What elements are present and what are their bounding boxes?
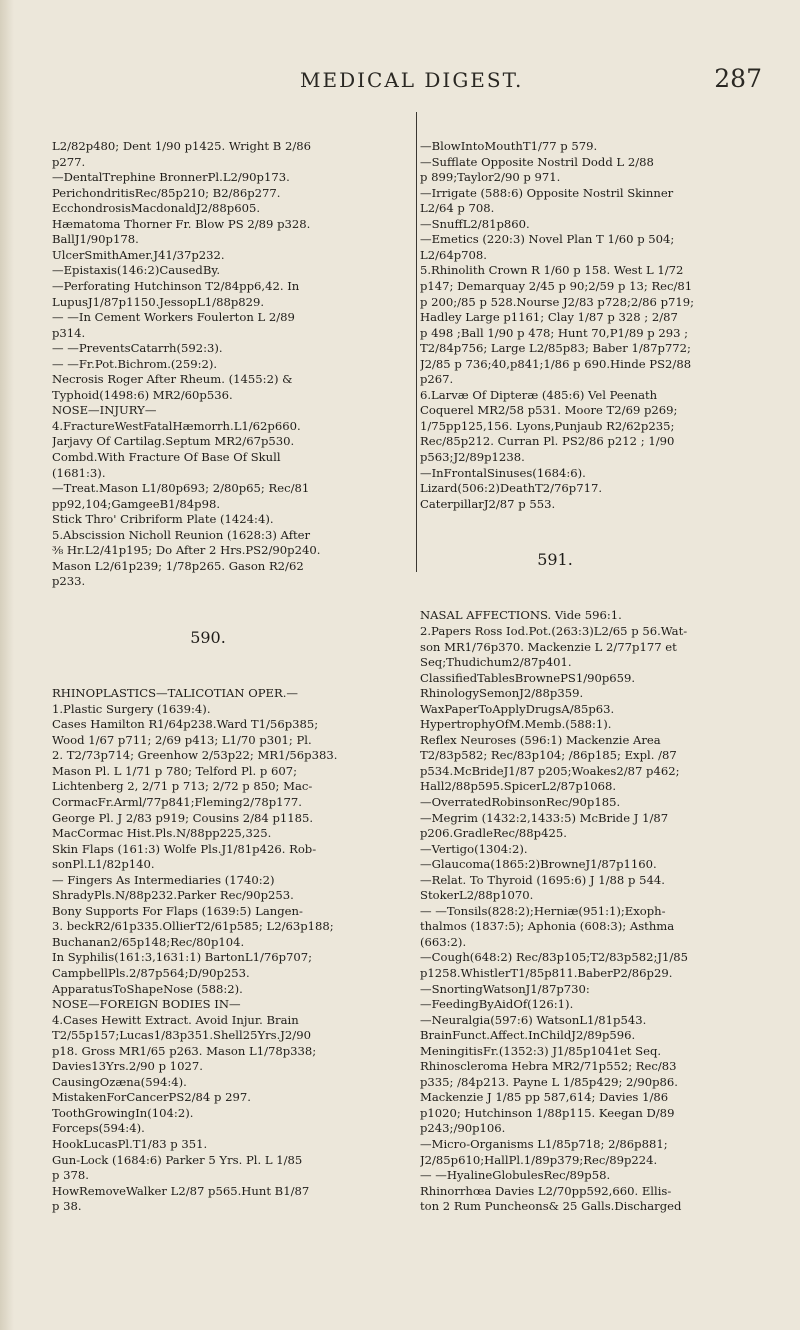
index-entry-line: NASAL AFFECTIONS. Vide 596:1. [420,608,622,623]
index-entry-line: Stick Thro' Cribriform Plate (1424:4). [52,512,274,527]
index-entry-line: Combd.With Fracture Of Base Of Skull [52,450,281,465]
index-entry-line: p 38. [52,1199,82,1214]
index-entry-line: CausingOzæna(594:4). [52,1074,187,1089]
index-entry-line: J2/85p610;HallPl.1/89p379;Rec/89p224. [420,1152,658,1167]
index-entry-line: Wood 1/67 p711; 2/69 p413; L1/70 p301; Pl. [52,732,312,747]
index-entry-line: Cases Hamilton R1/64p238.Ward T1/56p385; [52,717,319,732]
index-entry-line: —Sufflate Opposite Nostril Dodd L 2/88 [420,154,654,169]
index-entry-line: —Neuralgia(597:6) WatsonL1/81p543. [420,1012,647,1027]
index-entry-line: 3. beckR2/61p335.OllierT2/61p585; L2/63p188; [52,919,334,934]
index-entry-line: Mason Pl. L 1/71 p 780; Telford Pl. p 607; [52,763,298,778]
index-entry-line: MeningitisFr.(1352:3) J1/85p1041et Seq. [420,1043,662,1058]
index-entry-line: — —PreventsCatarrh(592:3). [52,341,223,356]
index-entry-line: ⅜ Hr.L2/41p195; Do After 2 Hrs.PS2/90p240. [52,543,321,558]
index-entry-line: Forceps(594:4). [52,1121,145,1136]
index-entry-line: Mason L2/61p239; 1/78p265. Gason R2/62 [52,558,304,573]
index-entry-line: p1258.WhistlerT1/85p811.BaberP2/86p29. [420,965,673,980]
index-entry-line: 4.FractureWestFatalHæmorrh.L1/62p660. [52,418,301,433]
index-entry-line: Jarjavy Of Cartilag.Septum MR2/67p530. [52,434,295,449]
index-entry-line: Rec/85p212. Curran Pl. PS2/86 p212 ; 1/90 [420,434,675,449]
left-entries-b [52,686,420,1215]
index-entry-line: HypertrophyOfM.Memb.(588:1). [420,717,612,732]
index-entry-line: Typhoid(1498:6) MR2/60p536. [52,387,233,402]
index-entry-line: thalmos (1837:5); Aphonia (608:3); Asthma [420,919,675,934]
index-entry-line: p267. [420,372,454,387]
index-entry-line: T2/84p756; Large L2/85p83; Baber 1/87p772; [420,341,691,356]
index-entry-line: StokerL2/88p1070. [420,888,534,903]
index-entry-line: PerichondritisRec/85p210; B2/86p277. [52,185,281,200]
left-entries-a [52,139,420,590]
index-entry-line: —BlowIntoMouthT1/77 p 579. [420,139,598,154]
index-entry-line: Hall2/88p595.SpicerL2/87p1068. [420,779,617,794]
index-entry-line: Hæmatoma Thorner Fr. Blow PS 2/89 p328. [52,216,311,231]
index-entry-line: —FeedingByAidOf(126:1). [420,997,574,1012]
index-entry-line: ToothGrowingIn(104:2). [52,1105,194,1120]
index-entry-line: Necrosis Roger After Rheum. (1455:2) & [52,372,293,387]
index-entry-line: 5.Rhinolith Crown R 1/60 p 158. West L 1/72 [420,263,684,278]
index-entry-line: NOSE—FOREIGN BODIES IN— [52,997,241,1012]
index-entry-line: —Vertigo(1304:2). [420,841,528,856]
right-entries-b [420,608,782,1214]
index-entry-line: p 899;Taylor2/90 p 971. [420,170,561,185]
index-entry-line: p 498 ;Ball 1/90 p 478; Hunt 70,P1/89 p 293 ; [420,325,689,340]
index-entry-line: Bony Supports For Flaps (1639:5) Langen- [52,903,303,918]
index-entry-line: —Treat.Mason L1/80p693; 2/80p65; Rec/81 [52,481,310,496]
index-entry-line: ClassifiedTablesBrownePS1/90p659. [420,670,636,685]
index-entry-line: p563;J2/89p1238. [420,450,525,465]
index-entry-line: Rhinorrhœa Davies L2/70pp592,660. Ellis- [420,1183,672,1198]
index-entry-line: ApparatusToShapeNose (588:2). [52,981,243,996]
page-binding-shadow [0,0,14,1330]
index-entry-line: sonPl.L1/82p140. [52,857,155,872]
index-entry-line: —Perforating Hutchinson T2/84pp6,42. In [52,279,300,294]
index-entry-line: —InFrontalSinuses(1684:6). [420,465,586,480]
index-entry-line: p534.McBrideJ1/87 p205;Woakes2/87 p462; [420,763,680,778]
index-entry-line: 4.Cases Hewitt Extract. Avoid Injur. Brain [52,1012,299,1027]
index-entry-line: —DentalTrephine BronnerPl.L2/90p173. [52,170,290,185]
index-entry-line: p147; Demarquay 2/45 p 90;2/59 p 13; Rec/81 [420,279,693,294]
right-column [420,108,782,1246]
index-entry-line: Reflex Neuroses (596:1) Mackenzie Area [420,732,661,747]
index-entry-line: HowRemoveWalker L2/87 p565.Hunt B1/87 [52,1183,310,1198]
index-entry-line: CampbellPls.2/87p564;D/90p253. [52,965,250,980]
index-entry-line: Mackenzie J 1/85 pp 587,614; Davies 1/86 [420,1090,669,1105]
index-entry-line: George Pl. J 2/83 p919; Cousins 2/84 p1185. [52,810,314,825]
index-entry-line: p18. Gross MR1/65 p263. Mason L1/78p338; [52,1043,317,1058]
index-entry-line: —Micro-Organisms L1/85p718; 2/86p881; [420,1137,668,1151]
index-entry-line: Rhinoscleroma Hebra MR2/71p552; Rec/83 [420,1059,677,1074]
index-entry-line: MacCormac Hist.Pls.N/88pp225,325. [52,826,272,841]
index-entry-line: p233. [52,574,86,589]
index-entry-line: 2.Papers Ross Iod.Pot.(263:3)L2/65 p 56.Wat- [420,623,688,638]
index-entry-line: p277. [52,154,86,169]
index-entry-line: p1020; Hutchinson 1/88p115. Keegan D/89 [420,1105,675,1120]
index-entry-line: HookLucasPl.T1/83 p 351. [52,1137,208,1151]
index-entry-line: 1/75pp125,156. Lyons,Punjaub R2/62p235; [420,418,675,433]
index-entry-line: ton 2 Rum Puncheons& 25 Galls.Discharged [420,1199,682,1214]
index-entry-line: Hadley Large p1161; Clay 1/87 p 328 ; 2/87 [420,310,678,325]
index-entry-line: WaxPaperToApplyDrugsA/85p63. [420,701,615,716]
index-entry-line: —Cough(648:2) Rec/83p105;T2/83p582;J1/85 [420,950,689,965]
index-entry-line: Gun-Lock (1684:6) Parker 5 Yrs. Pl. L 1/85 [52,1152,303,1167]
index-entry-line: Seq;Thudichum2/87p401. [420,655,572,670]
index-entry-line: L2/82p480; Dent 1/90 p1425. Wright B 2/86 [52,139,311,154]
index-entry-line: Buchanan2/65p148;Rec/80p104. [52,934,245,949]
index-entry-line: NOSE—INJURY— [52,403,157,418]
index-entry-line: LupusJ1/87p1150.JessopL1/88p829. [52,294,265,309]
index-entry-line: —Emetics (220:3) Novel Plan T 1/60 p 504; [420,232,675,247]
index-entry-line: 1.Plastic Surgery (1639:4). [52,701,211,716]
index-entry-line: 2. T2/73p714; Greenhow 2/53p22; MR1/56p383. [52,748,338,763]
index-entry-line: J2/85 p 736;40,p841;1/86 p 690.Hinde PS2/88 [420,356,692,371]
index-entry-line: p314. [52,325,86,340]
right-entries-a [420,139,782,512]
index-entry-line: BrainFunct.Affect.InChildJ2/89p596. [420,1028,636,1043]
index-entry-line: —Glaucoma(1865:2)BrowneJ1/87p1160. [420,857,657,872]
index-entry-line: T2/83p582; Rec/83p104; /86p185; Expl. /87 [420,748,677,763]
index-entry-line: son MR1/76p370. Mackenzie L 2/77p177 et [420,639,677,654]
index-entry-line: — Fingers As Intermediaries (1740:2) [52,872,275,887]
index-entry-line: In Syphilis(161:3,1631:1) BartonL1/76p707; [52,950,313,965]
index-entry-line: 5.Abscission Nicholl Reunion (1628:3) After [52,527,311,542]
index-entry-line: pp92,104;GamgeeB1/84p98. [52,496,221,511]
index-entry-line: (1681:3). [52,465,106,480]
index-entry-line: T2/55p157;Lucas1/83p351.Shell25Yrs.J2/90 [52,1028,311,1043]
index-entry-line: —Epistaxis(146:2)CausedBy. [52,263,221,278]
index-entry-line: p 200;/85 p 528.Nourse J2/83 p728;2/86 p719; [420,294,695,309]
index-entry-line: — —Tonsils(828:2);Herniæ(951:1);Exoph- [420,903,666,918]
index-entry-line: —Megrim (1432:2,1433:5) McBride J 1/87 [420,810,669,825]
index-entry-line: p243;/90p106. [420,1121,506,1136]
index-entry-line: CaterpillarJ2/87 p 553. [420,496,556,511]
index-entry-line: — —HyalineGlobulesRec/89p58. [420,1168,611,1183]
index-entry-line: p335; /84p213. Payne L 1/85p429; 2/90p86. [420,1074,678,1089]
index-entry-line: MistakenForCancerPS2/84 p 297. [52,1090,251,1105]
index-entry-line: L2/64p708. [420,247,487,262]
index-entry-line: p206.GradleRec/88p425. [420,826,567,841]
index-entry-line: p 378. [52,1168,89,1183]
index-entry-line: EcchondrosisMacdonaldJ2/88p605. [52,201,261,216]
index-entry-line: (663:2). [420,934,467,949]
page-number: 287 [714,64,762,93]
index-entry-line: —SnortingWatsonJ1/87p730: [420,981,590,996]
index-entry-line: RHINOPLASTICS—TALICOTIAN OPER.— [52,686,299,701]
index-entry-line: L2/64 p 708. [420,201,495,216]
index-entry-line: Lizard(506:2)DeathT2/76p717. [420,481,603,496]
section-heading-590: 590. [190,628,226,648]
index-entry-line: — —In Cement Workers Foulerton L 2/89 [52,310,295,325]
index-entry-line: CormacFr.Arml/77p841;Fleming2/78p177. [52,794,302,809]
index-entry-line: —SnuffL2/81p860. [420,216,530,231]
index-entry-line: —Irrigate (588:6) Opposite Nostril Skinner [420,185,674,200]
running-head: MEDICAL DIGEST. [300,68,524,92]
index-entry-line: Lichtenberg 2, 2/71 p 713; 2/72 p 850; Mac- [52,779,313,794]
index-entry-line: —Relat. To Thyroid (1695:6) J 1/88 p 544. [420,872,665,887]
index-entry-line: UlcerSmithAmer.J41/37p232. [52,247,225,262]
index-entry-line: Davies13Yrs.2/90 p 1027. [52,1059,203,1074]
index-entry-line: — —Fr.Pot.Bichrom.(259:2). [52,356,218,371]
index-entry-line: ShradyPls.N/88p232.Parker Rec/90p253. [52,888,294,903]
left-column [52,108,420,1246]
index-entry-line: RhinologySemonJ2/88p359. [420,686,584,701]
index-entry-line: —OverratedRobinsonRec/90p185. [420,794,621,809]
index-entry-line: BallJ1/90p178. [52,232,139,247]
index-entry-line: Coquerel MR2/58 p531. Moore T2/69 p269; [420,403,678,418]
section-heading-591: 591. [537,550,573,570]
index-entry-line: Skin Flaps (161:3) Wolfe Pls.J1/81p426. Rob- [52,841,317,856]
index-entry-line: 6.Larvæ Of Dipteræ (485:6) Vel Peenath [420,387,658,402]
